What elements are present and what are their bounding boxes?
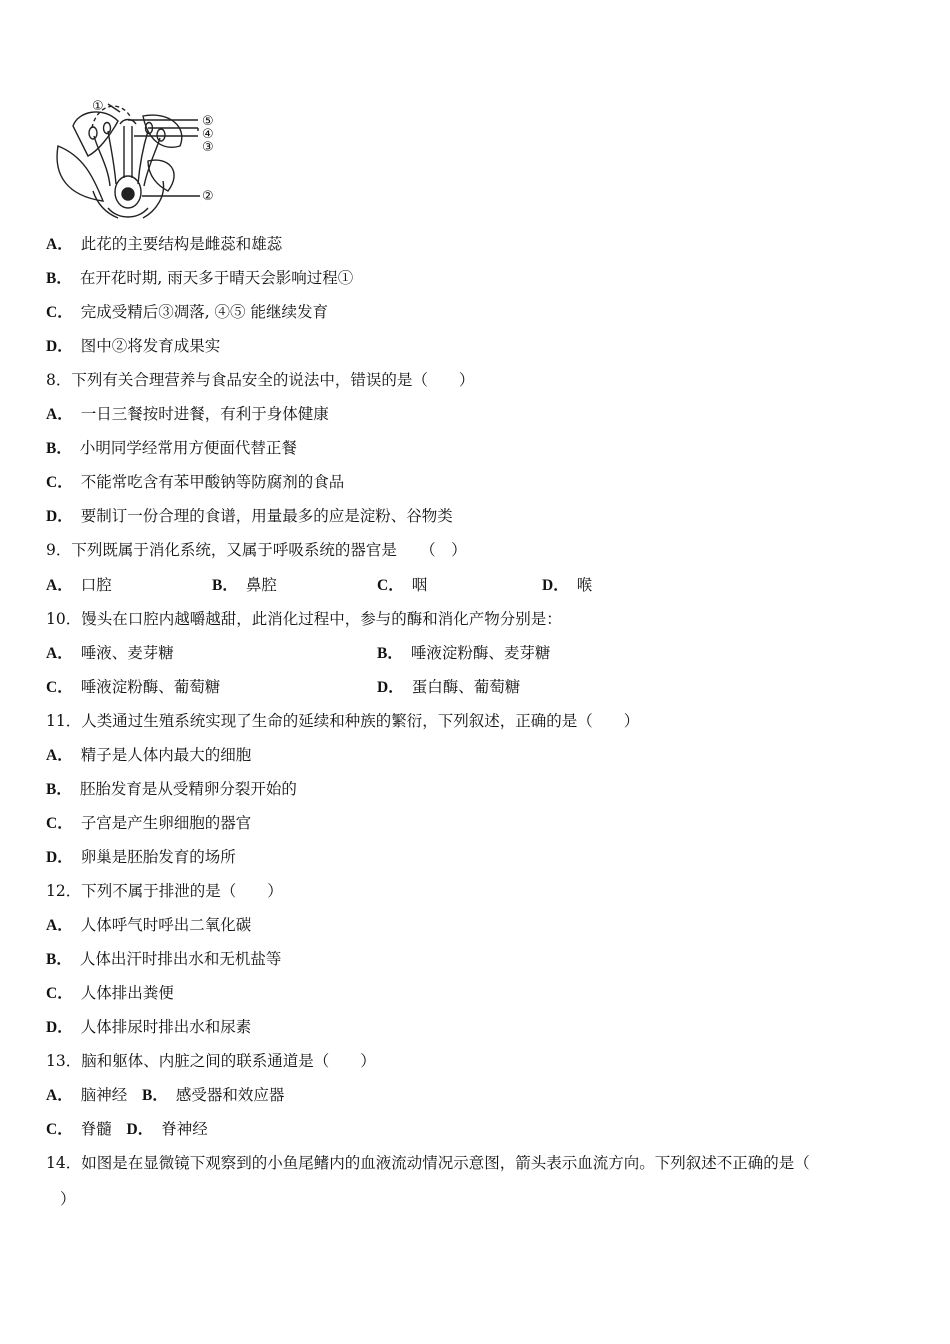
q13-stem: 13．脑和躯体、内脏之间的联系通道是（ ） [46, 1052, 376, 1070]
q9-option-a: A． 口腔 [46, 576, 112, 594]
q9-option-d: D． 喉 [542, 576, 593, 594]
marker-2: ② [202, 189, 214, 204]
q9-stem: 9．下列既属于消化系统，又属于呼吸系统的器官是 （ ） [46, 541, 467, 559]
q7-option-a: A． 此花的主要结构是雌蕊和雄蕊 [46, 235, 283, 253]
q7-option-d: D． 图中②将发育成果实 [46, 337, 221, 355]
flower-diagram [48, 96, 223, 226]
petal-lower-right [148, 160, 174, 191]
marker-3: ③ [202, 140, 214, 155]
q11-option-a: A． 精子是人体内最大的细胞 [46, 746, 252, 764]
marker-4: ④ [202, 127, 214, 142]
marker-1: ① [92, 99, 104, 114]
q7-option-c: C． 完成受精后③凋落, ④⑤ 能继续发育 [46, 303, 328, 321]
petal-left [57, 146, 103, 201]
q11-option-c: C． 子宫是产生卵细胞的器官 [46, 814, 252, 832]
q12-option-b: B． 人体出汗时排出水和无机盐等 [46, 950, 282, 968]
q12-stem: 12．下列不属于排泄的是（ ） [46, 882, 283, 900]
q11-option-b: B． 胚胎发育是从受精卵分裂开始的 [46, 780, 297, 798]
q9-option-b: B． 鼻腔 [212, 576, 277, 594]
q11-option-d: D． 卵巢是胚胎发育的场所 [46, 848, 236, 866]
q8-stem: 8．下列有关合理营养与食品安全的说法中，错误的是（ ） [46, 371, 475, 389]
q8-option-b: B． 小明同学经常用方便面代替正餐 [46, 439, 297, 457]
q10-option-c: C． 唾液淀粉酶、葡萄糖 [46, 678, 221, 696]
marker-5: ⑤ [202, 114, 214, 129]
q10-stem: 10．馒头在口腔内越嚼越甜，此消化过程中，参与的酶和消化产物分别是： [46, 610, 562, 628]
q8-option-d: D． 要制订一份合理的食谱，用量最多的应是淀粉、谷物类 [46, 507, 453, 525]
q13-options-cd: C． 脊髓 D． 脊神经 [46, 1120, 208, 1138]
q10-option-d: D． 蛋白酶、葡萄糖 [377, 678, 521, 696]
q14-stem-continued: ） [60, 1190, 76, 1208]
q12-option-c: C． 人体排出粪便 [46, 984, 174, 1002]
q8-option-c: C． 不能常吃含有苯甲酸钠等防腐剂的食品 [46, 473, 345, 491]
q8-option-a: A． 一日三餐按时进餐，有利于身体健康 [46, 405, 329, 423]
q9-option-c: C． 咽 [377, 576, 428, 594]
q12-option-d: D． 人体排尿时排出水和尿素 [46, 1018, 252, 1036]
q12-option-a: A． 人体呼气时呼出二氧化碳 [46, 916, 252, 934]
q14-stem: 14．如图是在显微镜下观察到的小鱼尾鳍内的血液流动情况示意图，箭头表示血流方向。下列叙述不正确的是（ [46, 1154, 810, 1172]
q10-option-b: B． 唾液淀粉酶、麦芽糖 [377, 644, 551, 662]
q7-option-b: B． 在开花时期, 雨天多于晴天会影响过程① [46, 269, 354, 287]
anther [89, 127, 97, 139]
style [124, 126, 132, 178]
q13-options-ab: A． 脑神经 B． 感受器和效应器 [46, 1086, 285, 1104]
q10-option-a: A． 唾液、麦芽糖 [46, 644, 174, 662]
q11-stem: 11．人类通过生殖系统实现了生命的延续和种族的繁衍，下列叙述，正确的是（ ） [46, 712, 640, 730]
